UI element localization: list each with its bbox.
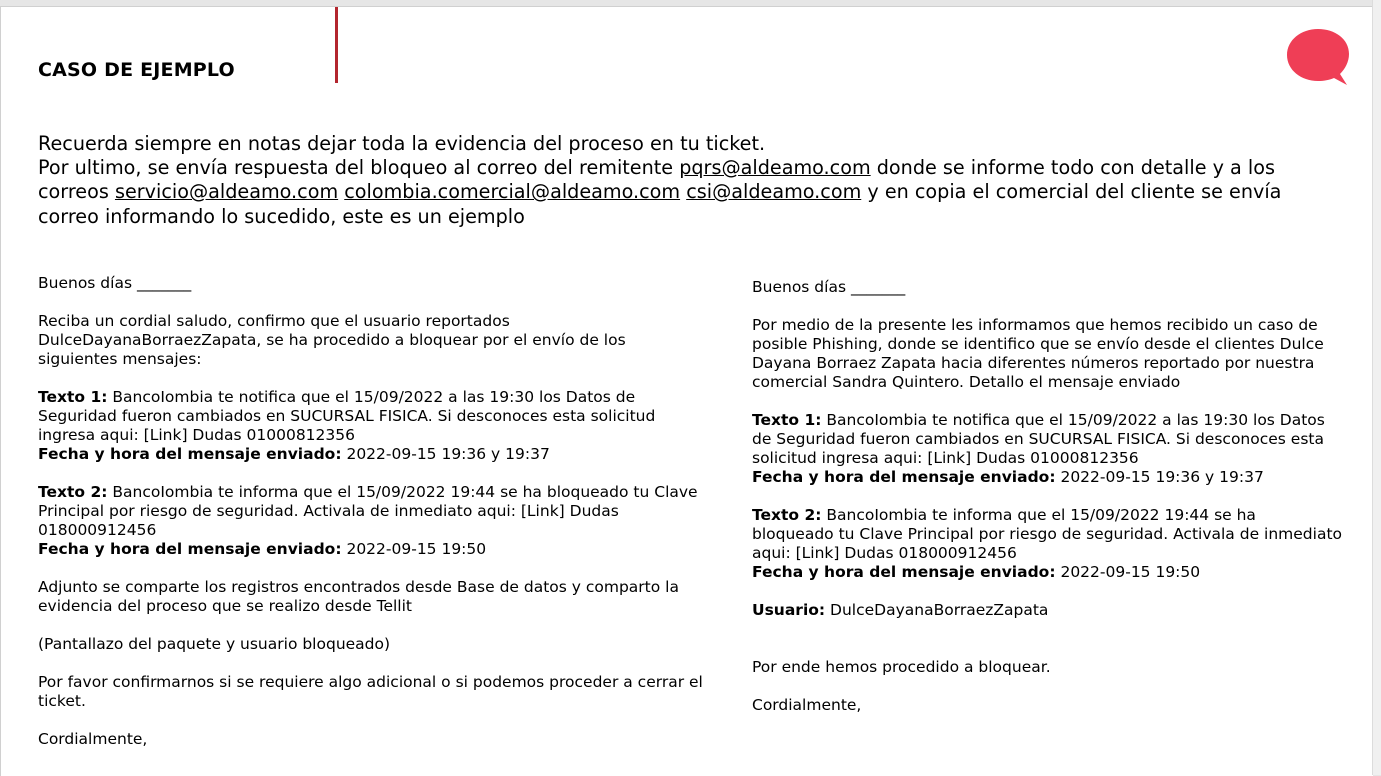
slide-canvas	[0, 6, 1373, 776]
right-message-2	[752, 506, 1342, 582]
right-texto1-label: Texto 1:	[752, 411, 822, 429]
email-link-csi[interactable]: csi@aldeamo.com	[686, 180, 862, 204]
email-link-colombia-comercial[interactable]: colombia.comercial@aldeamo.com	[344, 180, 681, 204]
right-blocked-note: Por ende hemos procedido a bloquear.	[752, 658, 1051, 676]
left-fecha1-label: Fecha y hora del mensaje enviado:	[38, 445, 342, 463]
right-usuario-label: Usuario:	[752, 601, 826, 619]
left-message-2	[38, 483, 708, 559]
title-divider	[335, 7, 338, 83]
email-link-servicio[interactable]: servicio@aldeamo.com	[114, 180, 339, 204]
left-fecha1-value: 2022-09-15 19:36 y 19:37	[341, 445, 550, 463]
email-link-pqrs[interactable]: pqrs@aldeamo.com	[679, 156, 871, 180]
right-greeting: Buenos días _______	[752, 278, 906, 296]
intro-text	[38, 132, 1338, 229]
right-usuario-value: DulceDayanaBorraezZapata	[825, 601, 1049, 619]
internal-email-template	[38, 274, 708, 768]
left-message-1	[38, 388, 708, 464]
right-fecha1-label: Fecha y hora del mensaje enviado:	[752, 468, 1056, 486]
right-texto1-text: BancoIombia te notifica que el 15/09/2022 a las 19:30 los Datos de Seguridad fueron cambiados en SUCURSAL FISICA. Si desconoces esta solicitud ingresa aqui: [Link] Dudas 01000812356	[752, 411, 1325, 467]
left-texto2-text: BancoIombia te informa que el 15/09/2022 19:44 se ha bloqueado tu Clave Principal por riesgo de seguridad. Activala de inmediato aqui: [Link] Dudas 018000912456	[38, 483, 698, 539]
right-fecha2-value: 2022-09-15 19:50	[1055, 563, 1201, 581]
right-fecha1-value: 2022-09-15 19:36 y 19:37	[1055, 468, 1264, 486]
left-confirm-request: Por favor confirmarnos si se requiere algo adicional o si podemos proceder a cerrar el ticket.	[38, 673, 703, 710]
left-screenshot-note: (Pantallazo del paquete y usuario bloqueado)	[38, 635, 391, 653]
right-message-1	[752, 411, 1342, 487]
right-texto2-text: BancoIombia te informa que el 15/09/2022 19:44 se ha bloqueado tu Clave Principal por riesgo de seguridad. Activala de inmediato aqui: [Link] Dudas 018000912456	[752, 506, 1342, 562]
intro-line-2-end: y en copia el comercial del cliente se envía correo informando lo sucedido, este es un ejemplo	[38, 180, 1282, 228]
page-title: CASO DE EJEMPLO	[38, 59, 235, 81]
logo-bubble-shape	[1287, 29, 1349, 85]
left-body: Reciba un cordial saludo, confirmo que el usuario reportados DulceDayanaBorraezZapata, se ha procedido a bloquear por el envío de los siguientes mensajes:	[38, 312, 626, 368]
left-fecha2-label: Fecha y hora del mensaje enviado:	[38, 540, 342, 558]
speech-bubble-logo-icon	[1285, 25, 1351, 89]
intro-line-2	[38, 156, 1338, 229]
intro-line-1: Recuerda siempre en notas dejar toda la evidencia del proceso en tu ticket.	[38, 132, 766, 155]
left-texto1-text: BancoIombia te notifica que el 15/09/2022 a las 19:30 los Datos de Seguridad fueron cambiados en SUCURSAL FISICA. Si desconoces esta solicitud ingresa aqui: [Link] Dudas 01000812356	[38, 388, 656, 444]
right-closing: Cordialmente,	[752, 696, 862, 714]
left-closing: Cordialmente,	[38, 730, 148, 748]
right-body: Por medio de la presente les informamos que hemos recibido un caso de posible Phishing, donde se identifico que se envío desde el clientes Dulce Dayana Borraez Zapata hacia diferentes números reportado por nuestra comercial Sandra Quintero. Detallo el mensaje enviado	[752, 316, 1324, 391]
left-attachment-note: Adjunto se comparte los registros encontrados desde Base de datos y comparto la evidencia del proceso que se realizo desde Tellit	[38, 578, 679, 615]
left-greeting: Buenos días _______	[38, 274, 192, 292]
left-texto2-label: Texto 2:	[38, 483, 108, 501]
intro-line-2-start: Por ultimo, se envía respuesta del bloqueo al correo del remitente	[38, 156, 680, 180]
vertical-scrollbar[interactable]	[1372, 0, 1381, 775]
left-texto1-label: Texto 1:	[38, 388, 108, 406]
intro-line-2-middle: donde se informe todo con detalle y a los correos	[38, 156, 1275, 204]
right-texto2-label: Texto 2:	[752, 506, 822, 524]
right-fecha2-label: Fecha y hora del mensaje enviado:	[752, 563, 1056, 581]
right-usuario	[752, 601, 1342, 620]
client-email-template	[752, 278, 1342, 734]
left-fecha2-value: 2022-09-15 19:50	[341, 540, 487, 558]
